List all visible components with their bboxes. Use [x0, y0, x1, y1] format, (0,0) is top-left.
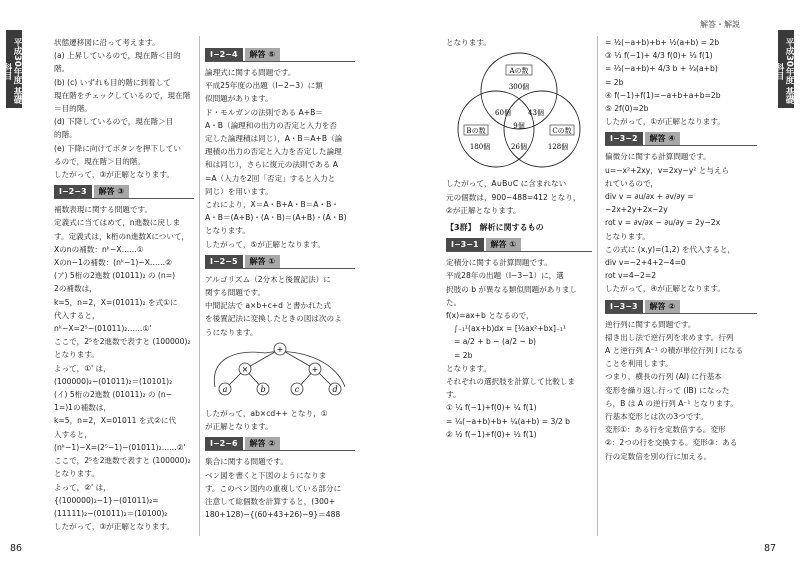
tree-label: d	[332, 384, 338, 394]
tree-label: +	[276, 344, 284, 354]
text-line: ド・モルガンの法則である A+B＝	[205, 107, 323, 117]
text-line: ② ½ f(−1)+f(0)+ ½ f(1)	[446, 429, 537, 439]
section-header	[446, 238, 592, 252]
text-line: =A（入力を2回「否定」すると入力と	[205, 173, 336, 183]
answer-badge: 解答 ⑤	[245, 48, 281, 61]
text-line: 代入すると，	[54, 310, 100, 320]
section-number: Ⅰ−2−3	[54, 185, 92, 198]
right-column-2	[605, 36, 757, 463]
text-line: 状態遷移図に沿って考えます。	[54, 38, 160, 47]
text-line: rot v=4−2=2	[605, 271, 657, 281]
text-line: ②：2つの行を交換する。変形③：ある	[605, 438, 738, 448]
text-line: 定積分に関する計算問題です。	[446, 258, 552, 268]
venn-value-ab: 60個	[495, 109, 511, 118]
text-line: 逆行列に関する問題です。	[605, 319, 696, 329]
text-line: 変形を繰り返し行って (IB) になった	[605, 385, 730, 395]
text-line: したがって，⑤が正解となります。	[205, 239, 325, 249]
text-line: u=−x²+2xy，v=2xy−y² と与えら	[605, 165, 730, 175]
text-line: = ⅓(−a+b)+ 4/3 b + ⅓(a+b)	[605, 64, 718, 74]
text-line: 補数表現に関する問題です。	[54, 205, 153, 215]
text-line: 理積の出力の否定と入力を否定した論理	[205, 147, 342, 157]
text-line: を後置記法に変換したときの図は次のよ	[205, 314, 342, 324]
section-header	[205, 255, 355, 269]
text-line: = a/2 + b − (a/2 − b)	[454, 337, 536, 347]
text-line: 定した論理積は同じ），A・B＝A+B（論	[205, 134, 343, 144]
venn-diagram	[446, 49, 592, 173]
text-line: (a) 上昇しているので，現在階＜目的	[54, 51, 181, 61]
venn-value-c: 128個	[547, 143, 569, 152]
section-number: Ⅰ−2−4	[205, 48, 243, 61]
text-line: となります。	[54, 350, 99, 360]
text-line: ここで，2⁵を2進数で表すと (100000)₂	[54, 337, 191, 347]
text-line: ら，B は A の逆行列 A⁻¹ となります。	[605, 398, 738, 408]
binary-tree-figure	[205, 339, 355, 403]
text-line: 偏微分に関する計算問題です。	[605, 152, 711, 162]
text-line: となります。	[54, 469, 99, 479]
text-line: Xのnの補数：nᵏ−X……①	[54, 244, 144, 254]
section-number: Ⅰ−3−3	[605, 300, 643, 313]
side-tab-left: 平成30年度 基礎科目	[6, 30, 22, 108]
text-line: A と逆行列 A⁻¹ の積が単位行列 I になる	[605, 346, 744, 356]
text-line: div v=−2+4+2−4=0	[605, 258, 686, 268]
page-number-right: 87	[764, 543, 777, 554]
section-header	[205, 437, 355, 451]
tree-label: a	[222, 384, 228, 394]
text-line: 入すると，	[54, 429, 92, 439]
right-column-1	[446, 36, 592, 441]
text-line: ＝目的階。	[54, 104, 92, 114]
answer-badge: 解答 ①	[245, 255, 281, 268]
text-line: となります。	[446, 38, 491, 47]
text-line: 平成25年度の出題（Ⅰ−2−3）に類	[205, 81, 323, 91]
section-header	[605, 132, 757, 146]
tree-label: +	[311, 364, 319, 374]
text-line: れているので，	[605, 178, 659, 188]
text-line: 180+128)−{(60+43+26)−9}＝488	[205, 510, 341, 520]
text-line: ここで，2⁵を2進数で表すと (100000)₂	[54, 456, 191, 466]
text-line: 似問題があります。	[205, 94, 273, 104]
text-line: したがって，ab×cd++ となり，①	[205, 409, 328, 419]
text-line: す。定義式は，k桁のn進数Xについて，	[54, 231, 189, 241]
text-line: 元の個数は，900−488=412 となり，	[446, 192, 581, 202]
answer-badge: 解答 ②	[245, 437, 281, 450]
text-line: す。このベン図内の重複している部分に	[205, 483, 342, 493]
text-line: ① ¼ f(−1)+f(0)+ ¼ f(1)	[446, 403, 537, 413]
answer-badge: 解答 ②	[645, 300, 681, 313]
venn-label-a: Aの数	[509, 67, 529, 76]
text-line: 中間記法で a×b+c+d と書かれた式	[205, 301, 331, 311]
text-line: となります。	[605, 231, 650, 241]
text-line: {(100000)₂−1}−(01011)₂=	[54, 495, 159, 505]
left-column-2	[205, 48, 355, 521]
text-line: (d) 下降しているので，現在階＞目	[54, 117, 174, 127]
section-number: Ⅰ−2−6	[205, 437, 243, 450]
text-line: 平成28年の出題（Ⅰ−3−1）に，選	[446, 271, 564, 281]
text-line: す。	[446, 390, 461, 400]
text-line: が正解となります。	[205, 422, 273, 432]
page-number-left: 86	[10, 543, 23, 554]
text-line: したがって，A∪B∪C に含まれない	[446, 179, 567, 189]
text-line: (ア) 5桁の2進数 (01011)₂ の (n=)	[54, 271, 176, 281]
text-line: f(x)=ax+b となるので，	[446, 311, 534, 321]
text-line: 現在階をチェックしているので，現在階	[54, 90, 191, 100]
venn-value-b: 180個	[469, 143, 491, 152]
venn-value-ac: 43個	[528, 109, 544, 118]
text-line: 集合に関する問題です。	[205, 457, 288, 467]
text-line: これにより，X＝A・B+A・B＝A・B・	[205, 200, 339, 210]
text-line: アルゴリズム（2分木と後置記法）に	[205, 274, 331, 284]
text-line: = 2b	[605, 77, 624, 87]
right-page	[400, 0, 800, 567]
text-line: ことを利用します。	[605, 359, 673, 369]
tree-label: c	[294, 384, 300, 394]
text-line: div v = ∂u/∂x + ∂v/∂y = −2x+2y+2x−2y	[605, 192, 694, 215]
text-line: 階。	[54, 64, 70, 74]
text-line: うになります。	[205, 327, 258, 337]
text-line: (b) (c) いずれも目的階に到着して	[54, 77, 171, 87]
venn-value-a: 300個	[508, 83, 530, 92]
text-line: A・B＝(A+B)・(A・B)＝(A+B)・(A・B)	[205, 213, 347, 223]
left-column-1	[54, 36, 194, 533]
text-line: 定義式に当てはめて，n進数に戻しま	[54, 218, 181, 228]
text-line: 論理式に関する問題です。	[205, 68, 296, 77]
answer-badge: 解答 ③	[94, 185, 130, 198]
section-header	[605, 300, 757, 314]
answer-badge: 解答 ①	[486, 238, 522, 251]
answer-badge: 解答 ④	[645, 132, 681, 145]
text-line: 行の定数倍を別の行に加える。	[605, 451, 712, 461]
venn-label-c: Cの数	[552, 127, 572, 136]
text-line: ⑤ 2f(0)=2b	[605, 104, 649, 114]
text-line: したがって，③が正解となります。	[54, 522, 174, 532]
text-line: るので，現在階＞目的階。	[54, 156, 145, 166]
venn-value-bc: 26個	[511, 143, 527, 152]
group-heading: 【3群】 解析に関するもの	[446, 223, 544, 233]
section-number: Ⅰ−2−5	[205, 255, 243, 268]
text-line: ②が正解となります。	[446, 205, 521, 215]
text-line: (nᵏ−1)−X=(2⁵−1)−(01011)₂……②'	[54, 442, 186, 452]
text-line: 注意して総個数を計算すると，(300+	[205, 497, 336, 507]
column-divider	[597, 36, 598, 536]
text-line: A・B（論理和の出力の否定と入力を否	[205, 120, 337, 130]
text-line: 1=)1の補数は，	[54, 403, 111, 413]
section-number: Ⅰ−3−1	[446, 238, 484, 251]
text-line: k=5，n=2，X=(01011)₂ を式①に	[54, 297, 178, 307]
text-line: となります。	[446, 363, 491, 373]
text-line: ③ ⅓ f(−1)+ 4/3 f(0)+ ⅓ f(1)	[605, 51, 713, 61]
text-line: (e) 下降に向けてボタンを押下してい	[54, 143, 181, 153]
text-line: 関する問題です。	[205, 288, 266, 298]
section-number: Ⅰ−3−2	[605, 132, 643, 145]
text-line: 掃き出し法で逆行列を求めます。行列	[605, 332, 734, 342]
venn-label-b: Bの数	[466, 127, 486, 136]
text-line: (100000)₂−(01011)₂＝(10101)₂	[54, 376, 173, 386]
tree-label: ×	[241, 364, 249, 374]
tree-label: b	[260, 384, 266, 394]
text-line: つまり，横長の行列 (AI) に行基本	[605, 372, 722, 382]
text-line: 択肢の b が異なる類似問題がありました。	[446, 284, 578, 307]
column-divider	[199, 36, 200, 536]
traversal-arrow	[214, 351, 345, 387]
text-line: = ½(−a+b)+b+ ½(a+b) = 2b	[605, 38, 720, 47]
text-line: ④ f(−1)+f(1)=−a+b+a+b=2b	[605, 90, 721, 100]
text-line: nᵏ−X=2⁵−(01011)₂……①'	[54, 324, 152, 334]
text-line: よって，①' は，	[54, 363, 111, 373]
text-line: (11111)₂−(01011)₂＝(10100)₂	[54, 508, 168, 518]
section-header	[54, 185, 194, 199]
text-line: したがって，①が正解となります。	[605, 117, 725, 127]
side-tab-right: 平成30年度 基礎科目	[778, 30, 794, 108]
text-line: 行基本変形とは次の3つです。	[605, 412, 708, 422]
text-line: よって，②' は，	[54, 482, 111, 492]
text-line: ベン図を書くと下図のようになりま	[205, 470, 327, 480]
text-line: したがって，④が正解となります。	[605, 284, 725, 294]
text-line: ∫₋₁¹(ax+b)dx = [½ax²+bx]₋₁¹	[454, 324, 567, 334]
text-line: 的階。	[54, 130, 77, 140]
venn-value-abc: 9個	[513, 122, 525, 131]
text-line: それぞれの選択肢を計算して比較しま	[446, 377, 576, 387]
text-line: 変形①：ある行を定数倍する。変形	[605, 425, 726, 435]
running-head: 解答・解説	[700, 20, 740, 29]
text-line: したがって，③が正解となります。	[54, 170, 174, 180]
text-line: = 2b	[454, 350, 473, 360]
text-line: = ¼(−a+b)+b+ ¼(a+b) = 3/2 b	[446, 416, 570, 426]
text-line: rot v = ∂v/∂x − ∂u/∂y = 2y−2x	[605, 218, 721, 228]
text-line: 2の補数は，	[54, 284, 97, 294]
text-line: となります。	[205, 226, 250, 236]
text-line: k=5，n=2，X=01011 を式②に代	[54, 416, 177, 426]
section-header	[205, 48, 355, 62]
text-line: (イ) 5桁の2進数 (01011)₂ の (n−	[54, 390, 173, 400]
text-line: この式に (x,y)=(1,2) を代入すると，	[605, 244, 736, 254]
text-line: 和は同じ），さらに復元の法則である A	[205, 160, 338, 170]
text-line: Xのn−1の補数：(nᵏ−1)−X……②	[54, 258, 172, 268]
text-line: 同じ）を用います。	[205, 186, 273, 196]
